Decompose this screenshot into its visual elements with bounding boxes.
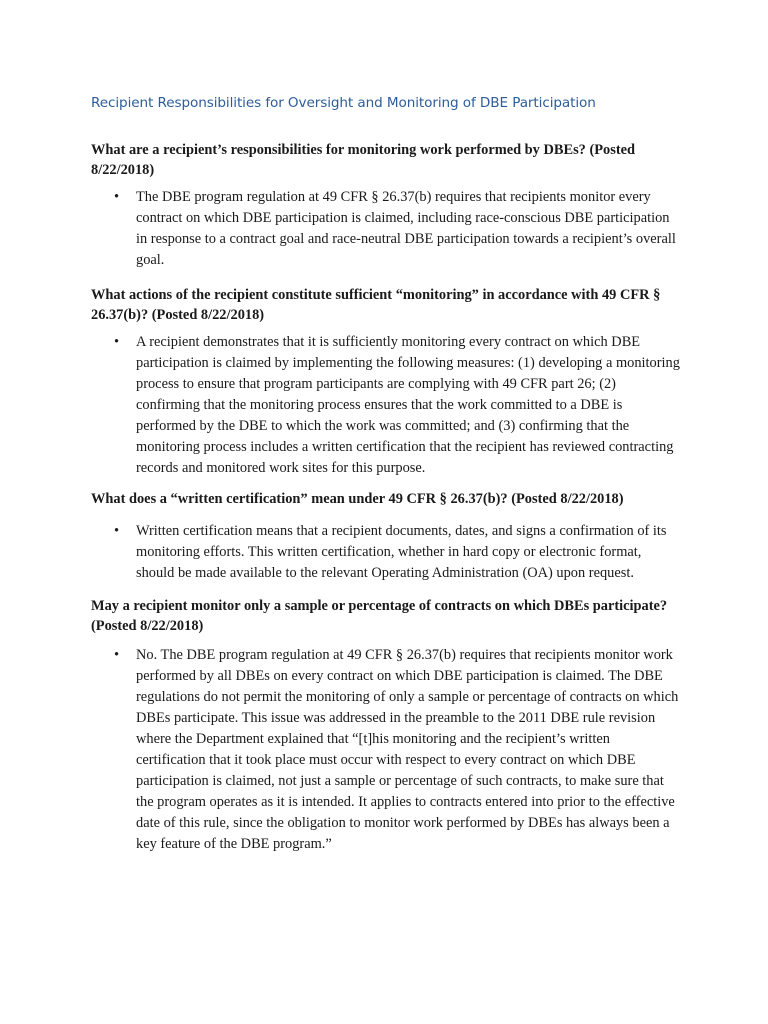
bullet-icon: •: [114, 189, 120, 205]
answer-text: Written certification means that a recipient documents, dates, and signs a confirmation of its monitoring efforts. This written certification, whether in hard copy or electronic format, should be made available to the relevant Operating Administration (OA) upon request.: [136, 523, 667, 581]
question-heading: May a recipient monitor only a sample or percentage of contracts on which DBEs participate? (Posted 8/22/2018): [91, 598, 668, 634]
bullet-icon: •: [114, 647, 120, 663]
answer-text: No. The DBE program regulation at 49 CFR § 26.37(b) requires that recipients monitor work performed by all DBEs on every contract on which DBE participation is claimed. The DBE regulations do not permit the monitoring of only a sample or percentage of contracts on which DBEs participate. This issue was addressed in the preamble to the 2011 DBE rule revision where the Department explained that “[t]his monitoring and the recipient’s written certification that it took place must occur with respect to every contract on which DBE participation is claimed, not just a sample or percentage of such contracts, to make sure that the program operates as it is intended. It applies to contracts entered into prior to the effective date of this rule, since the obligation to monitor work performed by DBEs has always been a key feature of the DBE program.”: [136, 647, 679, 852]
question-heading: What are a recipient’s responsibilities for monitoring work performed by DBEs? (Posted 8/22/2018): [91, 142, 636, 178]
question-heading: What does a “written certification” mean under 49 CFR § 26.37(b)? (Posted 8/22/2018): [91, 491, 624, 507]
bullet-icon: •: [114, 334, 120, 350]
page-title: Recipient Responsibilities for Oversight and Monitoring of DBE Participation: [91, 95, 596, 111]
bullet-icon: •: [114, 523, 120, 539]
answer-text: The DBE program regulation at 49 CFR § 26.37(b) requires that recipients monitor every contract on which DBE participation is claimed, including race-conscious DBE participation in response to a contract goal and race-neutral DBE participation towards a recipient’s overall goal.: [136, 189, 676, 268]
answer-text: A recipient demonstrates that it is sufficiently monitoring every contract on which DBE participation is claimed by implementing the following measures: (1) developing a monitoring process to ensure that program participants are complying with 49 CFR part 26; (2) confirming that the monitoring process ensures that the work committed to a DBE is performed by the DBE to which the work was committed; and (3) confirming that the monitoring process includes a written certification that the recipient has reviewed contracting records and monitored work sites for this purpose.: [136, 334, 680, 476]
question-heading: What actions of the recipient constitute sufficient “monitoring” in accordance with 49 CFR § 26.37(b)? (Posted 8/22/2018): [91, 287, 661, 323]
